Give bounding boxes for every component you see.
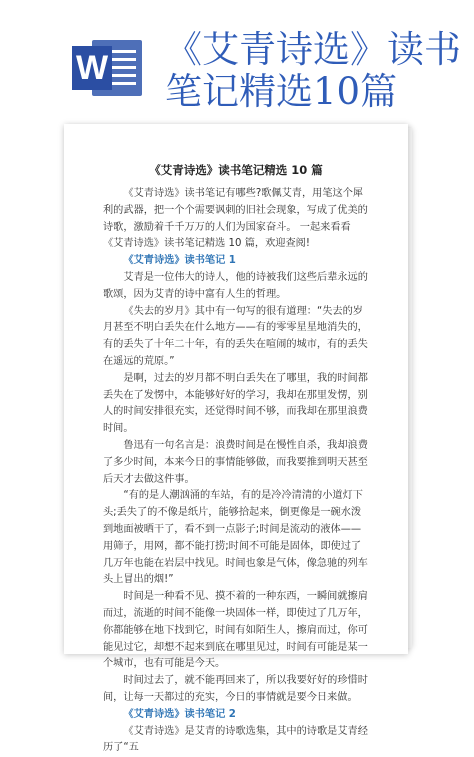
paragraph: 时间过去了，就不能再回来了，所以我要好好的珍惜时间，让每一天都过的充实，今日的事情就是要今日来做。 bbox=[103, 673, 369, 707]
paragraph: 艾青是一位伟大的诗人，他的诗被我们这些后辈永远的歌颂，因为艾青的诗中富有人生的哲理。 bbox=[103, 270, 369, 304]
paragraph: “有的是人潮汹涌的车站，有的是冷冷清清的小道灯下头;丢失了的不像是纸片，能够拾起来，倒更像是一碗水泼到地面被晒干了，看不到一点影子;时间是流动的液体——用筛子，用网，都不能打捞;时间不可能是固体，即使过了几万年也能在岩层中找见。时间也象是气体，像急驰的列车头上冒出的烟!” bbox=[103, 488, 369, 589]
paragraph: 《艾青诗选》读书笔记有哪些?歌佩艾青，用笔这个犀利的武器，把一个个需要讽刺的旧社会现象，写成了优美的诗歌，激励着千千万万的人们为国家奋斗。 一起来看看《艾青诗选》读书笔记精选 10 篇，欢迎查阅! bbox=[103, 186, 369, 253]
paragraph: 《失去的岁月》其中有一句写的很有道理：“失去的岁月甚至不明白丢失在什么地方——有的零零星星地消失的，有的丢失了十年二十年，有的丢失在喧闹的城市，有的丢失在遥远的荒原。” bbox=[103, 304, 369, 371]
paragraph: 鲁迅有一句名言是：浪费时间是在慢性自杀，我却浪费了多少时间，本来今日的事情能够做，而我要推到明天甚至后天才去做这件事。 bbox=[103, 438, 369, 488]
document-title: 《艾青诗选》读书笔记精选 10 篇 bbox=[64, 162, 408, 178]
word-document-icon bbox=[72, 40, 142, 96]
paragraph: 《艾青诗选》是艾青的诗歌选集，其中的诗歌是艾青经历了“五 bbox=[103, 724, 369, 757]
header-banner bbox=[0, 0, 474, 125]
banner-title-line-1: 《艾青诗选》读书 bbox=[165, 28, 465, 72]
document-page bbox=[64, 124, 408, 654]
section-heading: 《艾青诗选》读书笔记 1 bbox=[103, 253, 369, 270]
banner-title-line-2: 笔记精选10篇 bbox=[165, 70, 465, 114]
paragraph: 时间是一种看不见、摸不着的一种东西，一瞬间就擦肩而过，流逝的时间不能像一块固体一样，即使过了几万年，你都能够在地下找到它，时间有如陌生人，擦肩而过，你可能见过它，却想不起来到底在哪里见过，时间有可能是某一个城市，也有可能是今天。 bbox=[103, 589, 369, 673]
word-badge-letter: W bbox=[72, 46, 112, 90]
section-heading: 《艾青诗选》读书笔记 2 bbox=[103, 707, 369, 724]
document-body bbox=[103, 186, 369, 757]
paragraph: 是啊，过去的岁月都不明白丢失在了哪里，我的时间都丢失在了发愣中，本能够好好的学习，我却在那里发愣，别人的时间安排很充实，还觉得时间不够，而我却在那里浪费时间。 bbox=[103, 371, 369, 438]
